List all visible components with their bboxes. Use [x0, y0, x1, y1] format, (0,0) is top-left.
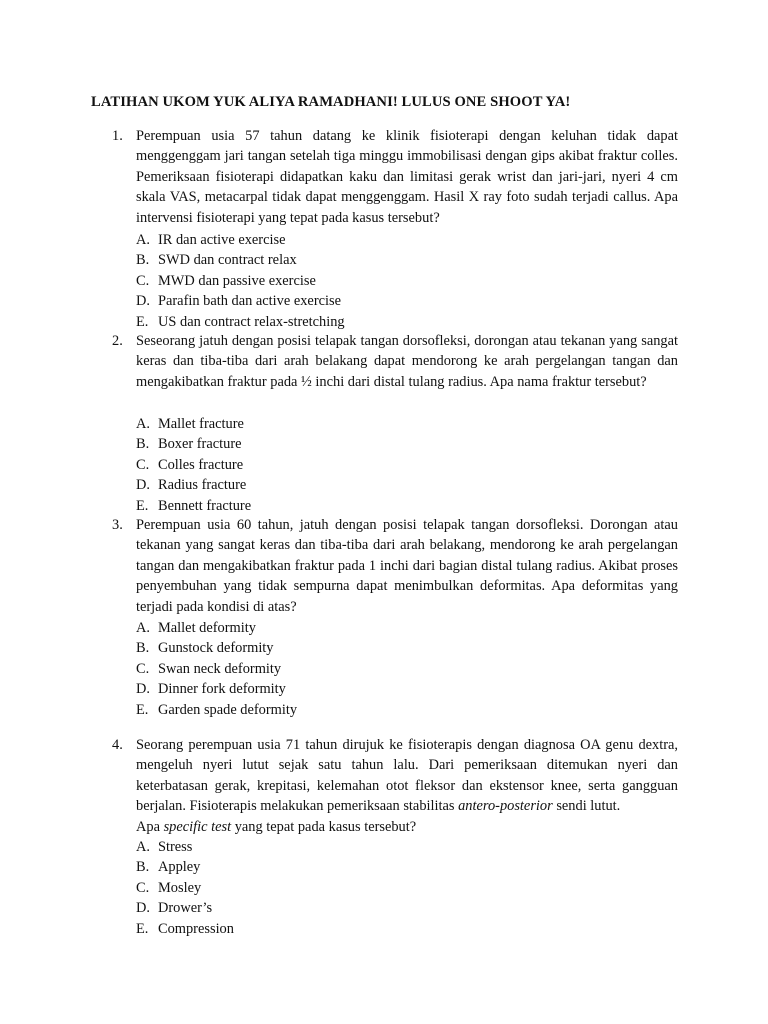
option-letter: D.	[136, 293, 150, 310]
option-letter: C.	[136, 879, 150, 896]
question-text-italic: specific test	[163, 818, 232, 835]
option-e	[136, 312, 656, 332]
option-text: Radius fracture	[158, 477, 247, 494]
option-letter: D.	[136, 681, 150, 698]
option-letter: E.	[136, 313, 149, 330]
option-e	[136, 700, 656, 720]
question-prompt-line	[136, 817, 678, 837]
option-letter: A.	[136, 416, 150, 432]
option-letter: E.	[136, 920, 149, 937]
option-e	[136, 496, 656, 516]
question-text: Perempuan usia 60 tahun, jatuh dengan posisi telapak tangan dorsofleksi. Dorongan atau tekanan yang sangat keras dan tiba-tiba dari arah belakang, mendorong ke arah pergelangan tangan dan mengakibatkan fraktur pada 1 inchi dari bagian distal tulang radius. Akibat proses penyembuhan yang tidak sempurna dapat menimbulkan deformitas. Apa deformitas yang terjadi pada kondisi di atas?	[136, 517, 678, 615]
option-b	[136, 434, 656, 454]
option-d	[136, 679, 656, 699]
option-text: MWD dan passive exercise	[158, 272, 316, 289]
option-text: Compression	[158, 920, 234, 937]
option-d	[136, 898, 656, 918]
option-text: Gunstock deformity	[158, 640, 274, 657]
question-number: 2.	[112, 333, 123, 349]
option-list	[136, 414, 656, 516]
option-text: SWD dan contract relax	[158, 252, 297, 269]
option-text: Appley	[158, 859, 201, 876]
question-number: 4.	[112, 737, 123, 753]
option-list	[136, 618, 656, 720]
option-text: Boxer fracture	[158, 436, 242, 453]
question-text: Seseorang jatuh dengan posisi telapak tangan dorsofleksi, dorongan atau tekanan yang sangat keras dan tiba-tiba dari arah belakang dapat mendorong ke arah pergelangan tangan dan mengakibatkan fraktur pada ½ inchi dari distal tulang radius. Apa nama fraktur tersebut?	[136, 333, 678, 390]
option-text: Colles fracture	[158, 456, 244, 473]
option-e	[136, 919, 656, 939]
option-letter: E.	[136, 701, 149, 718]
option-c	[136, 878, 656, 898]
option-list	[136, 230, 656, 332]
option-text: Drower’s	[158, 900, 213, 917]
option-letter: A.	[136, 232, 150, 248]
option-letter: B.	[136, 252, 150, 269]
option-text: Parafin bath dan active exercise	[158, 293, 341, 310]
option-c	[136, 271, 656, 291]
option-text: Dinner fork deformity	[158, 681, 286, 698]
question-text-part: Seorang perempuan usia 71 tahun dirujuk ke fisioterapis dengan diagnosa OA genu dextra, mengeluh nyeri lutut sejak satu tahun lalu. Dari pemeriksaan ditemukan nyeri dan keterbatasan gerak, krepitasi, kelemahan otot fleksor dan ekstensor knee, serta gangguan berjalan. Fisioterapis melakukan pemeriksaan stabilitas	[136, 737, 678, 815]
question-text-part: sendi lutut.	[552, 798, 621, 815]
option-letter: B.	[136, 436, 150, 453]
question-number: 3.	[112, 517, 123, 533]
option-letter: B.	[136, 859, 150, 876]
question-text: Perempuan usia 57 tahun datang ke klinik fisioterapi dengan keluhan tidak dapat menggenggam jari tangan setelah tiga minggu immobilisasi dengan gips akibat fraktur colles. Pemeriksaan fisioterapi didapatkan kaku dan limitasi gerak wrist dan jari-jari, nyeri 4 cm skala VAS, metacarpal tidak dapat menggenggam. Hasil X ray foto sudah terjadi callus. Apa intervensi fisioterapi yang tepat pada kasus tersebut?	[136, 128, 678, 226]
option-a	[136, 618, 656, 638]
option-letter: E.	[136, 497, 149, 514]
option-d	[136, 475, 656, 495]
option-letter: C.	[136, 272, 150, 289]
option-letter: D.	[136, 900, 150, 917]
option-text: Bennett fracture	[158, 497, 252, 514]
option-d	[136, 291, 656, 311]
option-text: Mosley	[158, 879, 202, 896]
option-a	[136, 414, 656, 434]
option-letter: C.	[136, 660, 150, 677]
option-c	[136, 659, 656, 679]
option-text: Mallet fracture	[158, 416, 244, 432]
question-text	[136, 735, 678, 837]
option-letter: B.	[136, 640, 150, 657]
question-text-italic: antero-posterior	[458, 798, 553, 815]
option-letter: A.	[136, 839, 150, 855]
question-text-part: yang tepat pada kasus tersebut?	[231, 818, 417, 835]
option-text: Swan neck deformity	[158, 660, 282, 677]
option-b	[136, 250, 656, 270]
option-c	[136, 455, 656, 475]
option-text: Stress	[158, 839, 193, 855]
question-number: 1.	[112, 128, 123, 144]
option-letter: C.	[136, 456, 150, 473]
option-b	[136, 857, 656, 877]
option-text: Mallet deformity	[158, 620, 256, 636]
option-letter: A.	[136, 620, 150, 636]
option-a	[136, 837, 656, 857]
option-text: Garden spade deformity	[158, 701, 298, 718]
question-text-part: Apa	[136, 818, 164, 835]
option-text: IR dan active exercise	[158, 232, 286, 248]
option-a	[136, 230, 656, 250]
option-letter: D.	[136, 477, 150, 494]
option-b	[136, 638, 656, 658]
option-text: US dan contract relax-stretching	[158, 313, 345, 330]
page-title: LATIHAN UKOM YUK ALIYA RAMADHANI! LULUS ONE SHOOT YA!	[91, 94, 571, 110]
option-list	[136, 837, 656, 939]
